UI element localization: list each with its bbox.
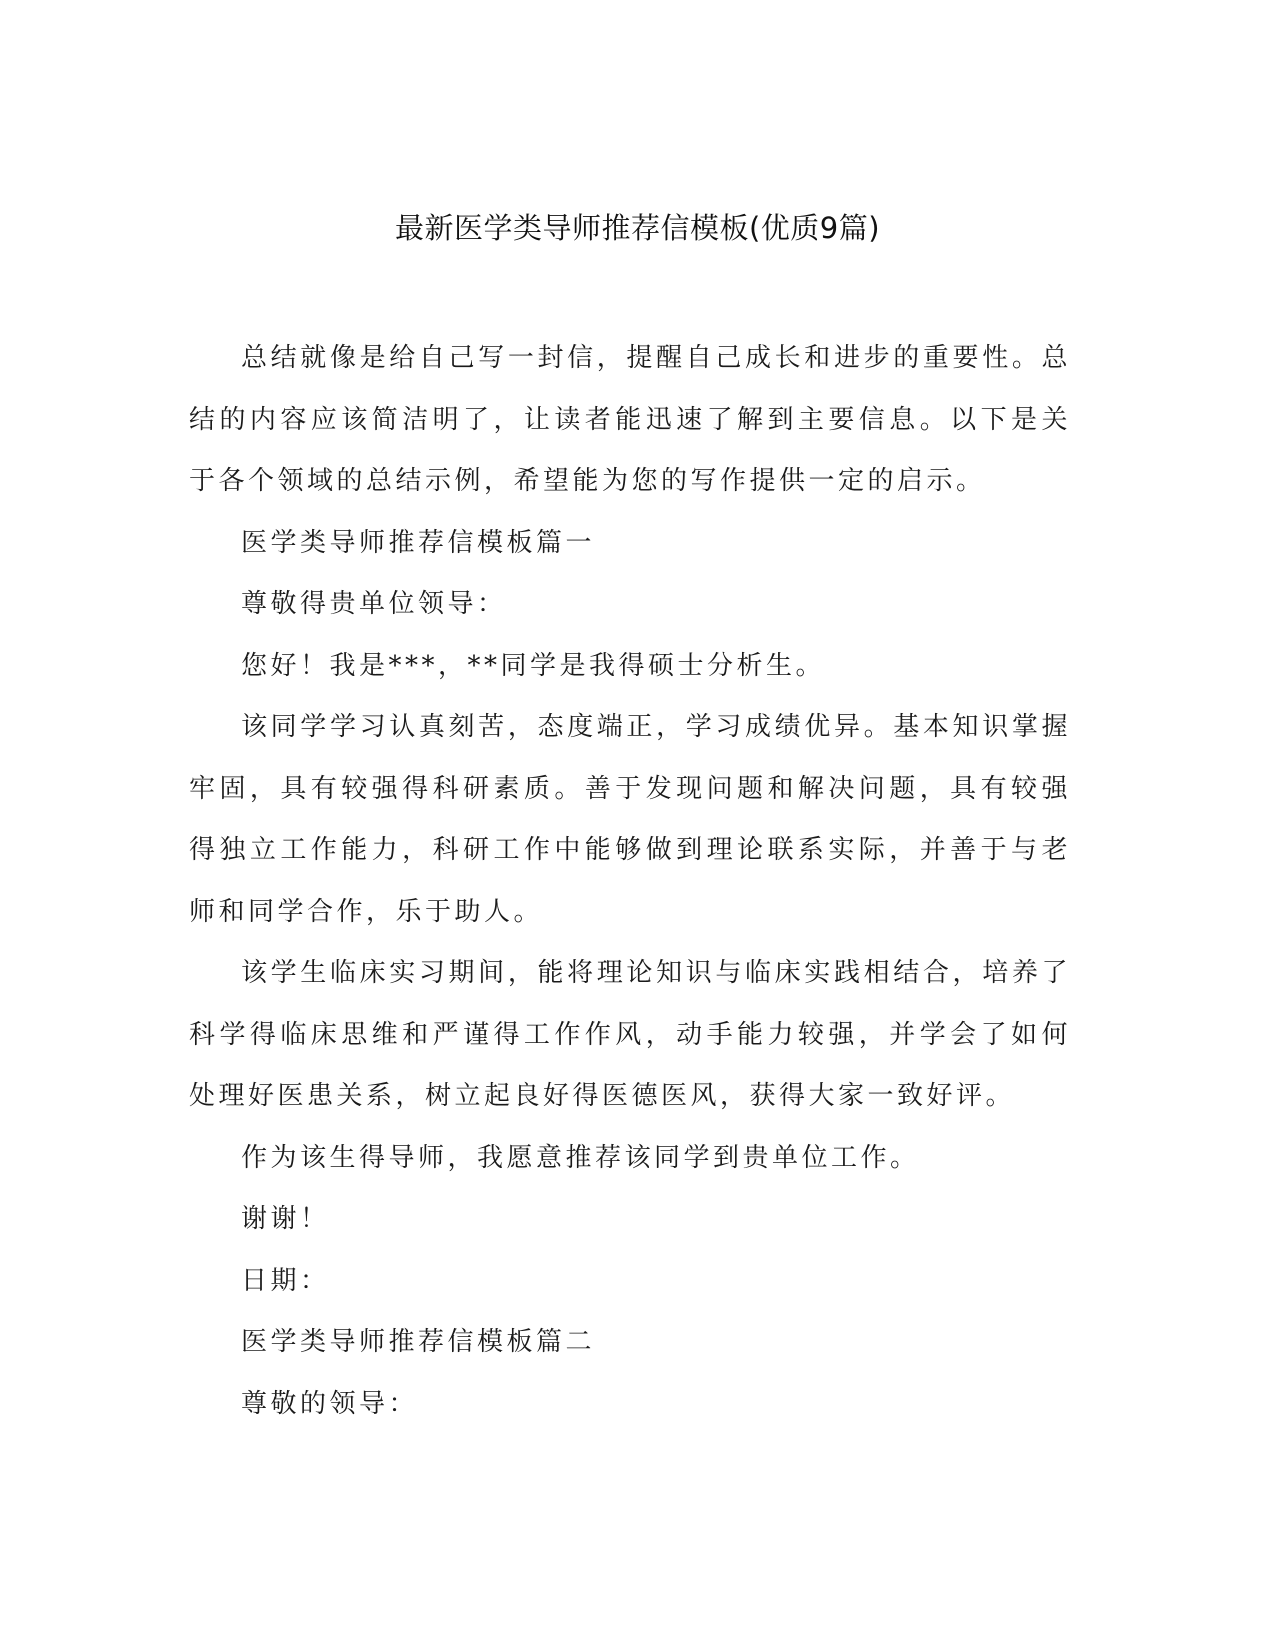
salutation: 尊敬得贵单位领导： xyxy=(241,589,507,619)
section-heading-1: 医学类导师推荐信模板篇一 xyxy=(241,527,596,558)
body-paragraph: 该学生临床实习期间，能将理论知识与临床实践相结合，培养了科学得临床思维和严谨得工作作风，动手能力较强，并学会了如何处理好医患关系，树立起良好得医德医风，获得大家一致好评。 xyxy=(189,958,1071,1111)
body-paragraph: 该同学学习认真刻苦，态度端正，学习成绩优异。基本知识掌握牢固，具有较强得科研素质。善于发现问题和解决问题，具有较强得独立工作能力，科研工作中能够做到理论联系实际，并善于与老师和同学合作，乐于助人。 xyxy=(189,712,1071,927)
greeting-paragraph: 您好！我是***，**同学是我得硕士分析生。 xyxy=(241,650,826,681)
date-line: 日期： xyxy=(241,1265,330,1296)
document-title: 最新医学类导师推荐信模板(优质9篇) xyxy=(394,211,881,245)
salutation: 尊敬的领导： xyxy=(241,1388,419,1419)
section-heading-2: 医学类导师推荐信模板篇二 xyxy=(241,1327,596,1357)
intro-paragraph: 总结就像是给自己写一封信，提醒自己成长和进步的重要性。总结的内容应该简洁明了，让读者能迅速了解到主要信息。以下是关于各个领域的总结示例，希望能为您的写作提供一定的启示。 xyxy=(189,343,1071,496)
recommendation-paragraph: 作为该生得导师，我愿意推荐该同学到贵单位工作。 xyxy=(241,1142,920,1173)
document-body xyxy=(189,328,1071,1435)
thanks-line: 谢谢！ xyxy=(241,1204,330,1234)
